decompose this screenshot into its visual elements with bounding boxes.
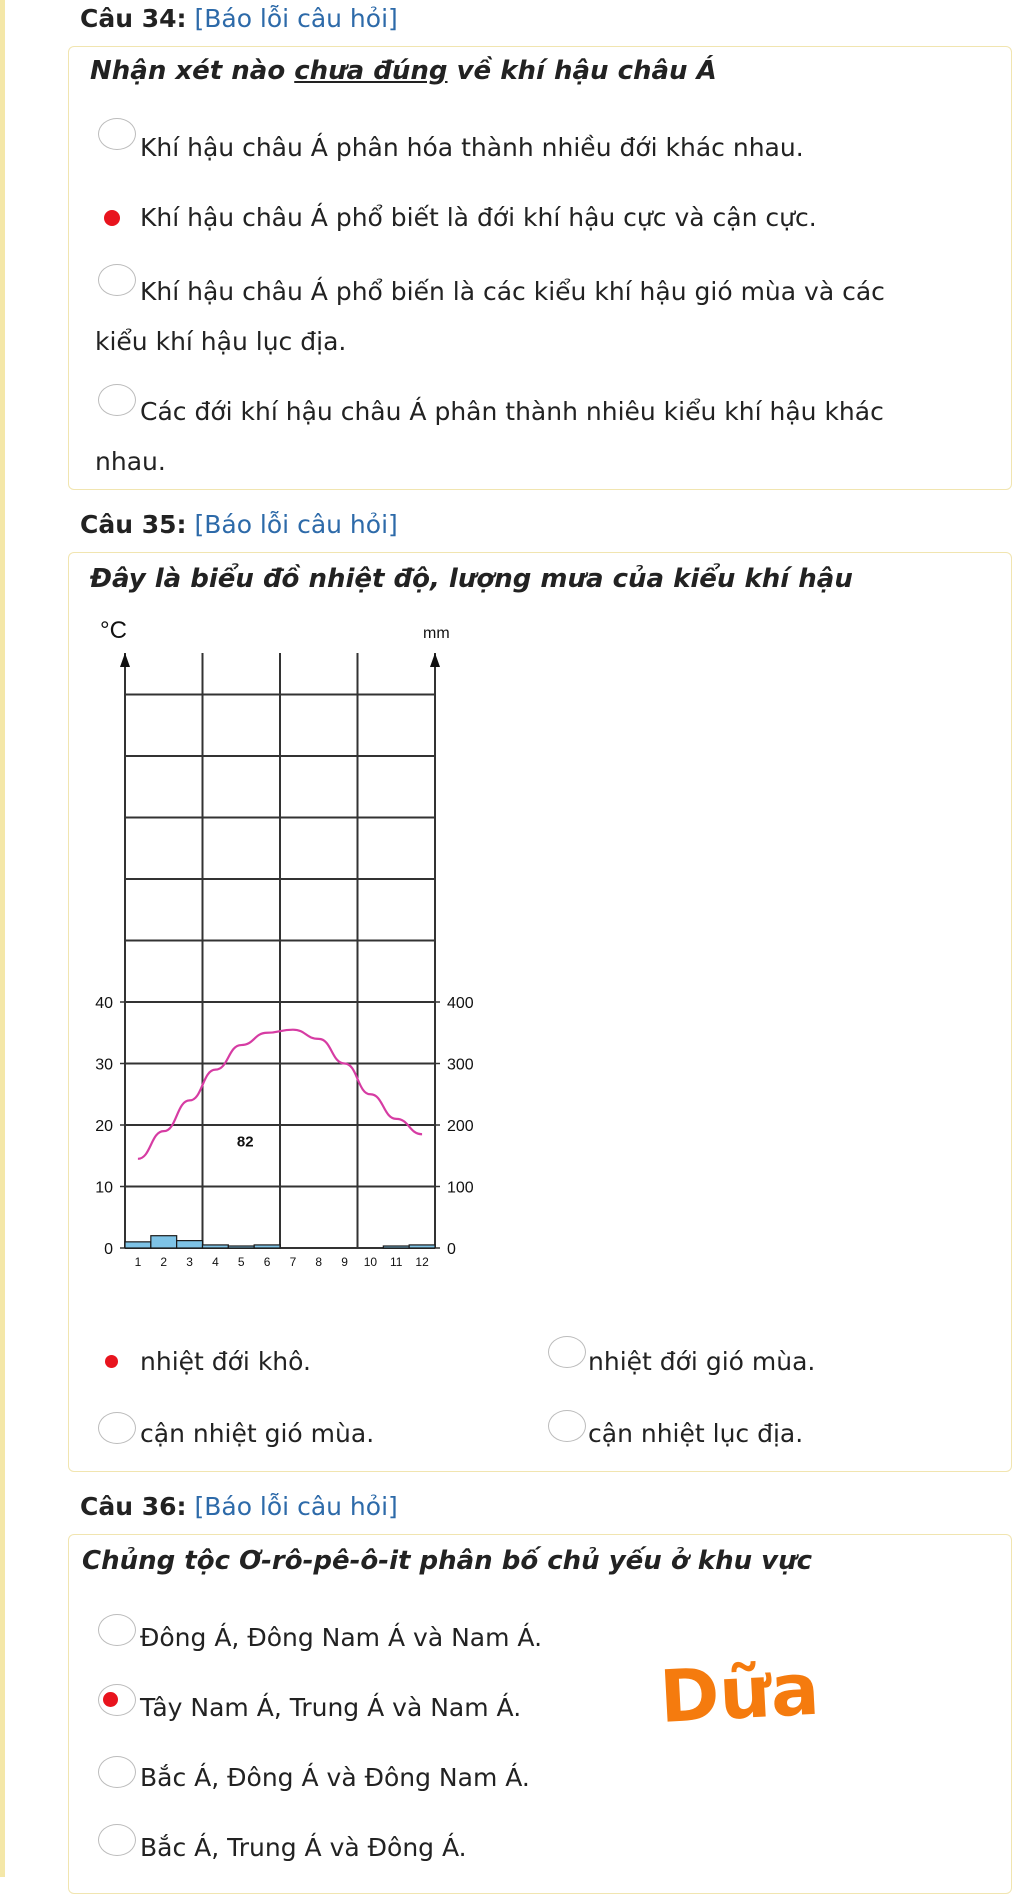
selected-radio-dot[interactable] bbox=[105, 1355, 118, 1368]
month-label: 5 bbox=[237, 1255, 245, 1269]
month-label: 2 bbox=[160, 1255, 168, 1269]
month-label: 8 bbox=[315, 1255, 323, 1269]
rainfall-bar bbox=[125, 1242, 151, 1248]
month-label: 3 bbox=[186, 1255, 193, 1269]
q36-header bbox=[80, 1492, 398, 1521]
option-label: cận nhiệt lục địa. bbox=[588, 1419, 804, 1448]
option-label: Khí hậu châu Á phổ biến là các kiểu khí hậu gió mùa và các bbox=[140, 277, 885, 306]
right-tick-label: 300 bbox=[447, 1056, 474, 1074]
left-tick-label: 0 bbox=[104, 1241, 113, 1258]
radio-button[interactable] bbox=[98, 1824, 136, 1856]
option-label: Đông Á, Đông Nam Á và Nam Á. bbox=[140, 1623, 543, 1652]
month-label: 12 bbox=[415, 1255, 429, 1269]
left-accent-bar bbox=[0, 0, 5, 1877]
radio-button[interactable] bbox=[98, 384, 136, 416]
month-label: 1 bbox=[134, 1255, 142, 1269]
q34-question: Nhận xét nào chưa đúng về khí hậu châu Á bbox=[90, 56, 717, 86]
option-label: nhiệt đới gió mùa. bbox=[588, 1347, 816, 1376]
handwritten-annotation: Dữa bbox=[657, 1646, 822, 1739]
option-label-cont: nhau. bbox=[95, 447, 166, 476]
left-axis-unit: °C bbox=[100, 617, 127, 644]
rainfall-bar bbox=[203, 1245, 229, 1248]
option-label: Bắc Á, Đông Á và Đông Nam Á. bbox=[140, 1763, 530, 1792]
option-label: Tây Nam Á, Trung Á và Nam Á. bbox=[140, 1693, 522, 1722]
climate-chart bbox=[80, 608, 500, 1288]
month-label: 9 bbox=[341, 1255, 348, 1269]
option-label: Các đới khí hậu châu Á phân thành nhiêu kiểu khí hậu khác bbox=[140, 397, 884, 426]
option-label: Khí hậu châu Á phổ biết là đới khí hậu cực và cận cực. bbox=[140, 203, 817, 232]
rainfall-bar bbox=[409, 1245, 435, 1248]
left-tick-label: 40 bbox=[95, 995, 113, 1012]
q34-number: Câu 34: bbox=[80, 4, 187, 33]
left-tick-label: 20 bbox=[95, 1118, 113, 1135]
chart-labels bbox=[100, 617, 450, 1269]
axis-arrow-right bbox=[430, 653, 440, 667]
rainfall-bar bbox=[177, 1241, 203, 1248]
radio-button-selected[interactable] bbox=[98, 1684, 136, 1716]
rainfall-bar bbox=[151, 1236, 177, 1248]
radio-button[interactable] bbox=[548, 1336, 586, 1368]
radio-button[interactable] bbox=[98, 264, 136, 296]
q35-report-link[interactable]: [Báo lỗi câu hỏi] bbox=[194, 510, 398, 539]
month-label: 10 bbox=[363, 1255, 378, 1269]
rainfall-bar bbox=[254, 1245, 280, 1248]
q34-report-link[interactable]: [Báo lỗi câu hỏi] bbox=[194, 4, 398, 33]
q36-number: Câu 36: bbox=[80, 1492, 187, 1521]
month-label: 7 bbox=[289, 1255, 297, 1269]
rainfall-bar bbox=[228, 1246, 254, 1248]
rainfall-bar bbox=[383, 1246, 409, 1248]
q34-header bbox=[80, 4, 398, 33]
left-tick-label: 30 bbox=[95, 1056, 113, 1074]
selected-radio-dot[interactable] bbox=[104, 210, 120, 226]
option-label-cont: kiểu khí hậu lục địa. bbox=[95, 327, 347, 356]
month-label: 11 bbox=[390, 1255, 403, 1269]
q35-question: Đây là biểu đồ nhiệt độ, lượng mưa của kiểu khí hậu bbox=[90, 564, 853, 594]
radio-button[interactable] bbox=[98, 118, 136, 150]
right-tick-label: 200 bbox=[447, 1118, 474, 1135]
right-axis-unit: mm bbox=[423, 625, 450, 642]
option-label: Khí hậu châu Á phân hóa thành nhiều đới khác nhau. bbox=[140, 133, 804, 162]
q36-report-link[interactable]: [Báo lỗi câu hỏi] bbox=[194, 1492, 398, 1521]
right-tick-label: 400 bbox=[447, 995, 474, 1012]
q35-header bbox=[80, 510, 398, 539]
option-label: cận nhiệt gió mùa. bbox=[140, 1419, 375, 1448]
right-tick-label: 0 bbox=[447, 1241, 456, 1258]
month-label: 4 bbox=[212, 1255, 219, 1269]
month-label: 6 bbox=[263, 1255, 271, 1269]
axis-arrow-left bbox=[120, 653, 130, 667]
chart-annotation: 82 bbox=[236, 1133, 254, 1151]
radio-button[interactable] bbox=[98, 1756, 136, 1788]
chart-ticks bbox=[95, 995, 474, 1258]
radio-button[interactable] bbox=[98, 1614, 136, 1646]
left-tick-label: 10 bbox=[95, 1179, 113, 1197]
q36-question: Chủng tộc Ơ-rô-pê-ô-it phân bố chủ yếu ở khu vực bbox=[82, 1546, 813, 1576]
option-label: nhiệt đới khô. bbox=[140, 1347, 311, 1376]
right-tick-label: 100 bbox=[447, 1179, 474, 1197]
chart-grid bbox=[120, 653, 440, 1248]
radio-button[interactable] bbox=[98, 1412, 136, 1444]
radio-button[interactable] bbox=[548, 1410, 586, 1442]
q35-number: Câu 35: bbox=[80, 510, 187, 539]
option-label: Bắc Á, Trung Á và Đông Á. bbox=[140, 1833, 467, 1862]
